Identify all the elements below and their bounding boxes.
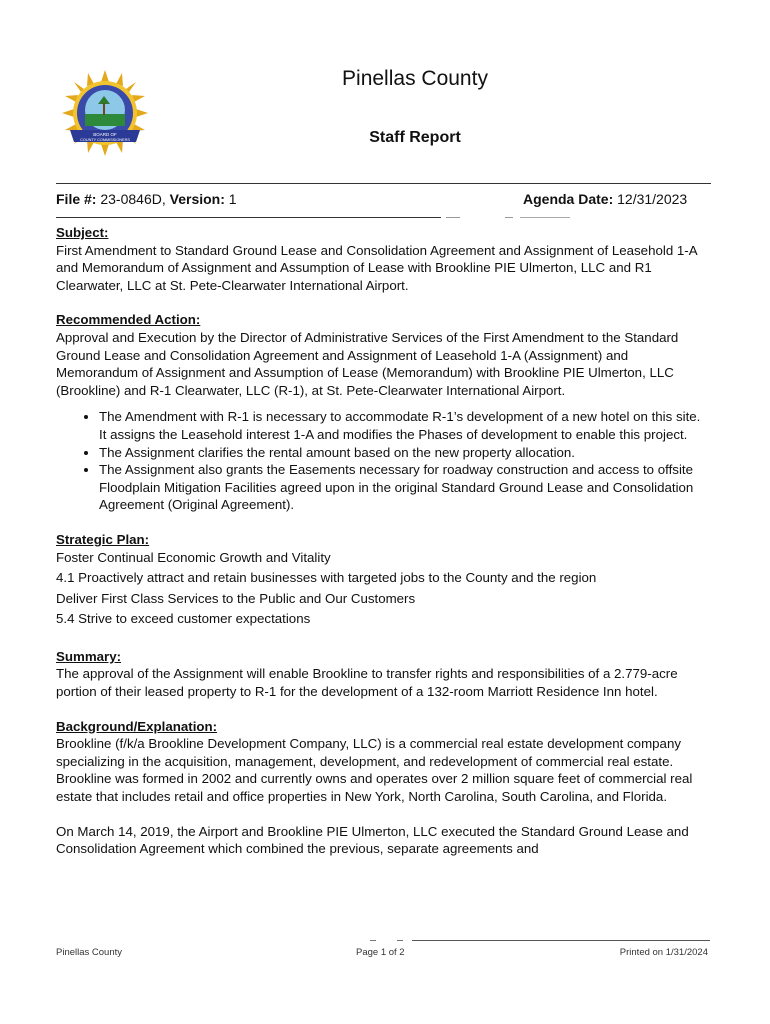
recommended-action-heading: Recommended Action: — [56, 312, 201, 328]
strategic-plan-line: Deliver First Class Services to the Public and Our Customers — [56, 590, 416, 606]
recommended-action-bullets — [56, 408, 711, 514]
strategic-plan-section — [56, 531, 711, 628]
file-info — [56, 191, 237, 207]
list-item: • The Assignment also grants the Easements necessary for roadway construction and access to offsite Floodplain Mitigation Facilities agreed upon in the original Standard Ground Lease and Consolidation Agreement (Original Agreement). — [99, 461, 711, 514]
strategic-plan-line: 4.1 Proactively attract and retain businesses with targeted jobs to the County and the region — [56, 570, 597, 586]
report-title: Staff Report — [369, 129, 461, 146]
meta-divider — [56, 217, 441, 218]
svg-text:BOARD OF: BOARD OF — [93, 132, 117, 137]
version-number: 1 — [228, 191, 237, 207]
meta-divider-dash-2 — [505, 217, 513, 218]
report-body — [56, 224, 711, 858]
background-heading: Background/Explanation: — [56, 718, 218, 734]
subject-text: First Amendment to Standard Ground Lease and Consolidation Agreement and Assignment of Leasehold 1-A and Memorandum of Assignment and Assumption of Lease with Brookline PIE Ulmerton, LLC and R1 Clearwater, LLC at St. Pete-Clearwater International Airport. — [56, 242, 697, 293]
agenda-info — [523, 191, 687, 207]
footer-printed-date: Printed on 1/31/2024 — [619, 947, 708, 958]
footer-page-number: Page 1 of 2 — [356, 947, 405, 958]
file-label: File #: — [56, 191, 97, 207]
subject-heading: Subject: — [56, 225, 109, 240]
organization-name: Pinellas County — [342, 67, 488, 90]
meta-divider-dash-1 — [446, 217, 460, 218]
strategic-plan-heading: Strategic Plan: — [56, 531, 150, 547]
list-item: • The Amendment with R-1 is necessary to accommodate R-1’s development of a new hotel on this site. It assigns the Leasehold interest 1-A and modifies the Phases of development to enable this project. — [99, 408, 711, 443]
svg-text:COUNTY COMMISSIONERS: COUNTY COMMISSIONERS — [80, 138, 130, 142]
header-divider — [56, 183, 711, 184]
footer-divider-dash — [397, 940, 403, 941]
strategic-plan-line: Foster Continual Economic Growth and Vitality — [56, 549, 331, 565]
version-label: Version: — [169, 191, 225, 207]
background-paragraph: Brookline (f/k/a Brookline Development Company, LLC) is a commercial real estate development company specializing in the acquisition, management, development, and redevelopment of commercial real estate. Brookline was formed in 2002 and currently owns and operates over 2 million square feet of commercial real estate that includes retail and office properties in New York, North Carolina, South Carolina, and Florida. — [56, 736, 693, 805]
summary-text: The approval of the Assignment will enable Brookline to transfer rights and responsibilities of a 2.779-acre portion of their leased property to R-1 for the development of a 132-room Marriott Residence Inn hotel. — [56, 666, 678, 700]
background-paragraph: On March 14, 2019, the Airport and Brookline PIE Ulmerton, LLC executed the Standard Ground Lease and Consolidation Agreement which combined the previous, separate agreements and — [56, 823, 689, 857]
list-item: • The Assignment clarifies the rental amount based on the new property allocation. — [99, 444, 711, 462]
footer-divider-dash — [370, 940, 376, 941]
agenda-date-value: 12/31/2023 — [617, 191, 688, 207]
footer-county: Pinellas County — [56, 947, 123, 958]
meta-divider-dash-3 — [520, 217, 570, 218]
recommended-action-section — [56, 311, 711, 514]
summary-heading: Summary: — [56, 648, 122, 664]
recommended-action-text: Approval and Execution by the Director of Administrative Services of the First Amendment to the Standard Ground Lease and Consolidation Agreement and Assignment of Leasehold 1-A (Assignment) and Memorandum of Assignment and Assumption of Lease (Memorandum) with Brookline PIE Ulmerton, LLC (Brookline) and R-1 Clearwater, LLC (R-1), at St. Pete-Clearwater International Airport. — [56, 329, 679, 398]
strategic-plan-line: 5.4 Strive to exceed customer expectations — [56, 611, 311, 627]
background-section — [56, 718, 711, 858]
agenda-date-label: Agenda Date: — [523, 191, 614, 207]
footer-divider — [412, 940, 710, 941]
subject-section — [56, 224, 711, 294]
file-number: 23-0846D, — [100, 191, 166, 207]
summary-section — [56, 648, 711, 701]
